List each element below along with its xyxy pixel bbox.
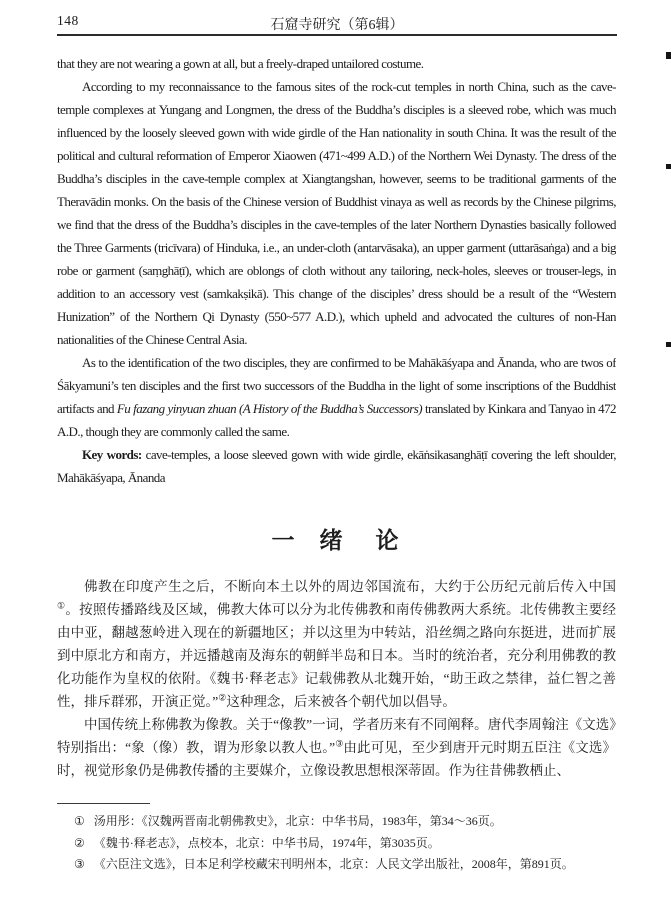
footnotes-section — [57, 811, 619, 876]
keywords-paragraph — [57, 443, 616, 489]
chinese-paragraph-1 — [57, 575, 616, 713]
chinese-paragraph-2 — [57, 713, 616, 782]
english-paragraph-2 — [57, 351, 616, 443]
footnote-1-marker: ① — [74, 814, 85, 828]
english-abstract-section — [57, 52, 616, 489]
section-heading — [0, 522, 671, 555]
section-number: 一 — [271, 528, 296, 553]
chinese-paragraph-2-text-end: 由此可见，至少到唐开元时期五臣注《文选》时，视觉形象仍是佛教传播的主要媒介，立像设教思想根深蒂固。作为往昔佛教栖止、 — [57, 740, 616, 778]
chinese-paragraph-1-text-end: 这种理念，后来被各个朝代加以倡导。 — [226, 694, 456, 709]
footnote-separator-rule — [57, 803, 150, 804]
section-title-char-2: 论 — [375, 528, 400, 553]
paragraph-2-text-end: translated by Kinkara and Tanyao in 472 A.D., though they are commonly called the same. — [57, 401, 616, 439]
english-paragraph-1: According to my reconnaissance to the famous sites of the rock-cut temples in north China, such as the cave-temple complexes at Yungang and Longmen, the dress of the Buddha’s disciples is a sleeved robe, which was much influenced by the loosely sleeved gown with wide girdle of the Han nationality in south China. It was the result of the political and cultural reformation of Emperor Xiaowen (471~499 A.D.) of the Northern Wei Dynasty. The dress of the Buddha’s disciples in the cave-temple complex at Xiangtangshan, however, seems to be traditional garments of the Theravādin monks. On the basis of the Chinese version of Buddhist vinaya as well as records by the Chinese pilgrims, we find that the dress of the Buddha’s disciples in the cave-temples of the later Northern Dynasties basically followed the Three Garments (tricīvara) of Hinduka, i.e., an under-cloth (antarvāsaka), an upper garment (uttarāsaṅga) and a big robe or garment (saṃghāṭī), which are oblongs of cloth without any tailoring, neck-holes, sleeves or trouser-legs, in addition to an accessory vest (samkakṣikā). This change of the disciples’ dress should be a result of the “Western Hunization” of the Northern Qi Dynasty (550~577 A.D.), which upheld and advocated the cultures of non-Han nationalities of the Chinese Central Asia. — [57, 79, 616, 347]
footnote-3-text: 《六臣注文选》，日本足利学校藏宋刊明州本，北京：人民文学出版社，2008年，第891页。 — [93, 857, 574, 871]
chinese-paragraph-1-text-mid: 。按照传播路线及区域，佛教大体可以分为北传佛教和南传佛教两大系统。北传佛教主要经由中亚，翻越葱岭进入现在的新疆地区；并以这里为中转站，沿丝绸之路向东挺进，进而扩展到中原北方和南方，并远播越南及海东的朝鲜半岛和日本。当时的统治者，充分利用佛教的教化功能作为皇权的依附。《魏书·释老志》记载佛教从北魏开始，“助王政之禁律，益仁智之善性，排斥群邪，开演正觉。” — [57, 602, 616, 709]
chinese-paragraph-2-text: 中国传统上称佛教为像教。关于“像教”一词，学者历来有不同阐释。唐代李周翰注《文选》特别指出：“象（像）教，谓为形象以教人也。” — [57, 717, 616, 755]
page-number: 148 — [57, 13, 79, 28]
chinese-paragraph-1-text: 佛教在印度产生之后，不断向本土以外的周边邻国流布，大约于公历纪元前后传入中国 — [84, 579, 616, 594]
footnote-2-marker: ② — [74, 835, 85, 850]
footnote-1 — [57, 811, 619, 833]
footnote-3-marker: ③ — [74, 857, 85, 871]
keywords-text: cave-temples, a loose sleeved gown with wide girdle, ekāṅsikasanghāṭī covering the left shoulder, Mahākāśyapa, Ānanda — [57, 447, 616, 485]
scan-artifact-mark — [666, 164, 671, 169]
chinese-body-section — [57, 575, 616, 782]
footnote-ref-3: ③ — [335, 738, 344, 749]
journal-title: 石窟寺研究（第6辑） — [270, 18, 404, 33]
footnote-3 — [57, 854, 619, 876]
scan-artifact-mark — [666, 52, 671, 59]
header-rule — [57, 34, 617, 36]
scan-artifact-mark — [666, 342, 671, 347]
footnote-2 — [57, 833, 619, 855]
footnote-1-text: 汤用彤：《汉魏两晋南北朝佛教史》，北京：中华书局，1983年，第34～36页。 — [93, 814, 502, 828]
keywords-label: Key words: — [82, 447, 142, 462]
footnote-2-text: 《魏书·释老志》，点校本，北京：中华书局，1974年，第3035页。 — [93, 835, 440, 850]
footnote-ref-2: ② — [218, 692, 227, 703]
book-title-italic: Fu fazang yinyuan zhuan (A History of the Buddha’s Successors) — [116, 401, 423, 416]
page-header — [57, 13, 617, 33]
paragraph-2-text: As to the identification of the two disciples, they are confirmed to be Mahākāśyapa and Ānanda, who are twos of Śākyamuni’s ten disciples and the first two successors of the Buddha in the light of some inscriptions of the Buddhist artifacts and — [57, 355, 616, 416]
section-title-char-1: 绪 — [319, 528, 344, 553]
footnote-ref-1: ① — [57, 600, 66, 611]
english-paragraph-lead: that they are not wearing a gown at all, but a freely-draped untailored costume. — [57, 56, 424, 71]
